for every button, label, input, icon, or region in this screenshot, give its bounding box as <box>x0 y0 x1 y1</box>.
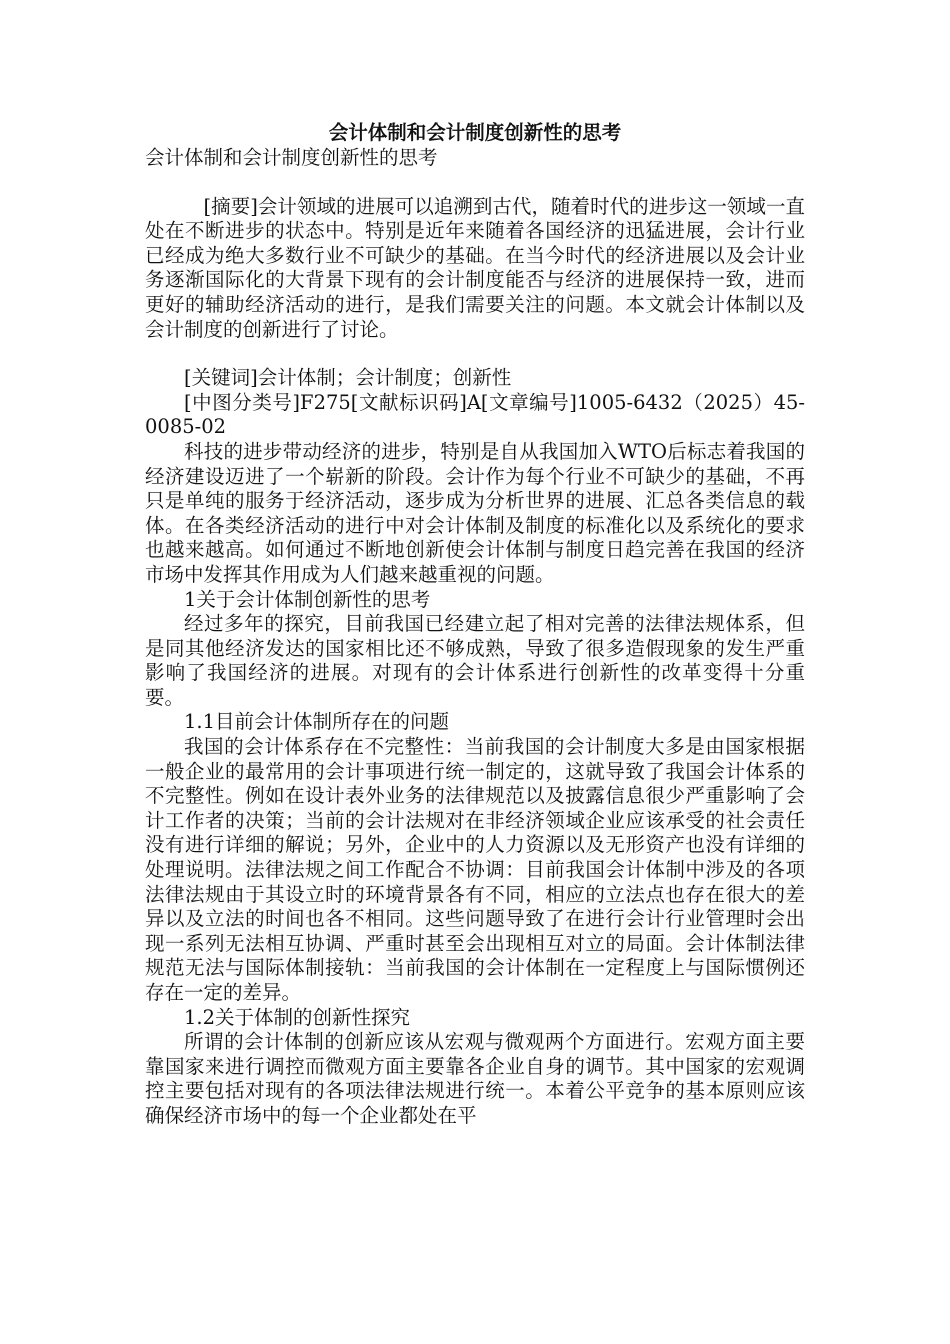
section-1-1-heading: 1.1目前会计体制所存在的问题 <box>184 710 450 734</box>
section-1-2-heading: 1.2关于体制的创新性探究 <box>184 1005 411 1029</box>
section-1-paragraph: 经过多年的探究，目前我国已经建立起了相对完善的法律法规体系，但是同其他经济发达的国家相比还不够成熟，导致了很多造假现象的发生严重影响了我国经济的进展。对现有的会计体系进行创新性的改革变得十分重要。 <box>145 612 805 709</box>
classification-line: [中图分类号]F275[文献标识码]A[文章编号]1005-6432（2025）45-0085-02 <box>145 390 805 439</box>
document-subtitle: 会计体制和会计制度创新性的思考 <box>145 146 438 169</box>
section-1-2-paragraph: 所谓的会计体制的创新应该从宏观与微观两个方面进行。宏观方面主要靠国家来进行调控而微观方面主要靠各企业自身的调节。其中国家的宏观调控主要包括对现有的各项法律法规进行统一。本着公平竞争的基本原则应该确保经济市场中的每一个企业都处在平 <box>145 1030 805 1127</box>
intro-paragraph: 科技的进步带动经济的进步，特别是自从我国加入WTO后标志着我国的经济建设迈进了一个崭新的阶段。会计作为每个行业不可缺少的基础，不再只是单纯的服务于经济活动，逐步成为分析世界的进展、汇总各类信息的载体。在各类经济活动的进行中对会计体制及制度的标准化以及系统化的要求也越来越高。如何通过不断地创新使会计体制与制度日趋完善在我国的经济市场中发挥其作用成为人们越来越重视的问题。 <box>145 439 805 586</box>
section-1-1-paragraph: 我国的会计体系存在不完整性：当前我国的会计制度大多是由国家根据一般企业的最常用的会计事项进行统一制定的，这就导致了我国会计体系的不完整性。例如在设计表外业务的法律规范以及披露信息很少严重影响了会计工作者的决策；当前的会计法规对在非经济领域企业应该承受的社会责任没有进行详细的解说；另外，企业中的人力资源以及无形资产也没有详细的处理说明。法律法规之间工作配合不协调：目前我国会计体制中涉及的各项法律法规由于其设立时的环境背景各有不同，相应的立法点也存在很大的差异以及立法的时间也各不相同。这些问题导致了在进行会计行业管理时会出现一系列无法相互协调、严重时甚至会出现相互对立的局面。会计体制法律规范无法与国际体制接轨：当前我国的会计体制在一定程度上与国际惯例还存在一定的差异。 <box>145 735 805 1004</box>
section-1-heading: 1关于会计体制创新性的思考 <box>184 587 431 611</box>
abstract-paragraph: [摘要]会计领域的进展可以追溯到古代，随着时代的进步这一领域一直处在不断进步的状态中。特别是近年来随着各国经济的迅猛进展，会计行业已经成为绝大多数行业不可缺少的基础。在当今时代的经济进展以及会计业务逐渐国际化的大背景下现有的会计制度能否与经济的进展保持一致，进而更好的辅助经济活动的进行，是我们需要关注的问题。本文就会计体制以及会计制度的创新进行了讨论。 <box>145 194 805 341</box>
keywords-line: [关键词]会计体制；会计制度；创新性 <box>184 366 512 390</box>
document-page <box>145 120 805 1129</box>
document-title: 会计体制和会计制度创新性的思考 <box>328 121 622 144</box>
